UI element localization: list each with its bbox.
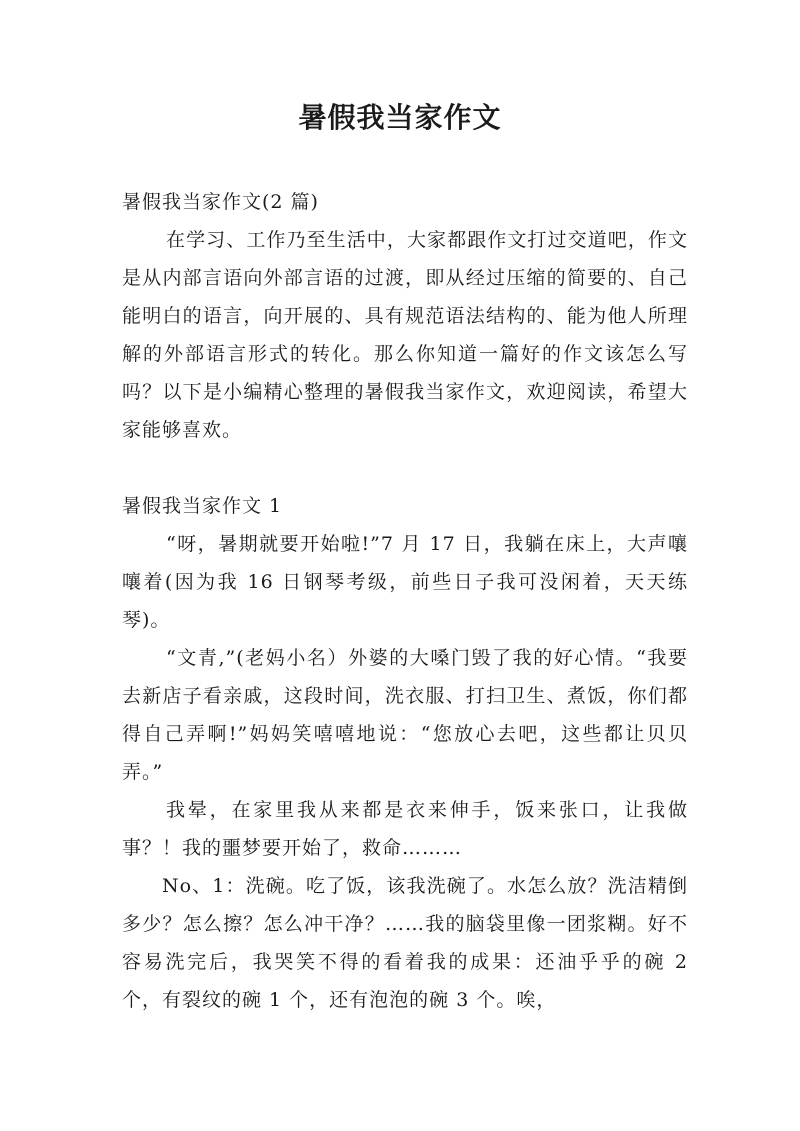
document-subtitle: 暑假我当家作文(2 篇) [122, 191, 319, 213]
intro-paragraph: 在学习、工作乃至生活中，大家都跟作文打过交道吧，作文是从内部言语向外部言语的过渡，即从经过压缩的简要的、自己能明白的语言，向开展的、具有规范语法结构的、能为他人所理解的外部语言形式的转化。那么你知道一篇好的作文该怎么写吗？以下是小编精心整理的暑假我当家作文，欢迎阅读，希望大家能够喜欢。 [122, 229, 688, 441]
body-paragraph-4: No、1：洗碗。吃了饭，该我洗碗了。水怎么放？洗洁精倒多少？怎么擦？怎么冲干净？……我的脑袋里像一团浆糊。好不容易洗完后，我哭笑不得的看着我的成果：还油乎乎的碗 2 个，有裂纹的碗 1 个，还有泡泡的碗 3 个。唉， [122, 875, 688, 1011]
section-heading: 暑假我当家作文 1 [122, 495, 283, 517]
document-title: 暑假我当家作文 [298, 101, 502, 134]
body-paragraph-1: “呀，暑期就要开始啦!”7 月 17 日，我躺在床上，大声嚷嚷着(因为我 16 日钢琴考级，前些日子我可没闲着，天天练琴)。 [122, 533, 688, 631]
body-paragraph-2: “文青,”(老妈小名）外婆的大嗓门毁了我的好心情。“我要去新店子看亲戚，这段时间，洗衣服、打扫卫生、煮饭，你们都得自己弄啊!”妈妈笑嘻嘻地说：“您放心去吧，这些都让贝贝弄。” [122, 647, 688, 783]
body-paragraph-3: 我晕，在家里我从来都是衣来伸手，饭来张口，让我做事？！我的噩梦要开始了，救命……… [122, 799, 688, 859]
paragraph-spacer [122, 449, 688, 487]
document-body [122, 183, 688, 1019]
